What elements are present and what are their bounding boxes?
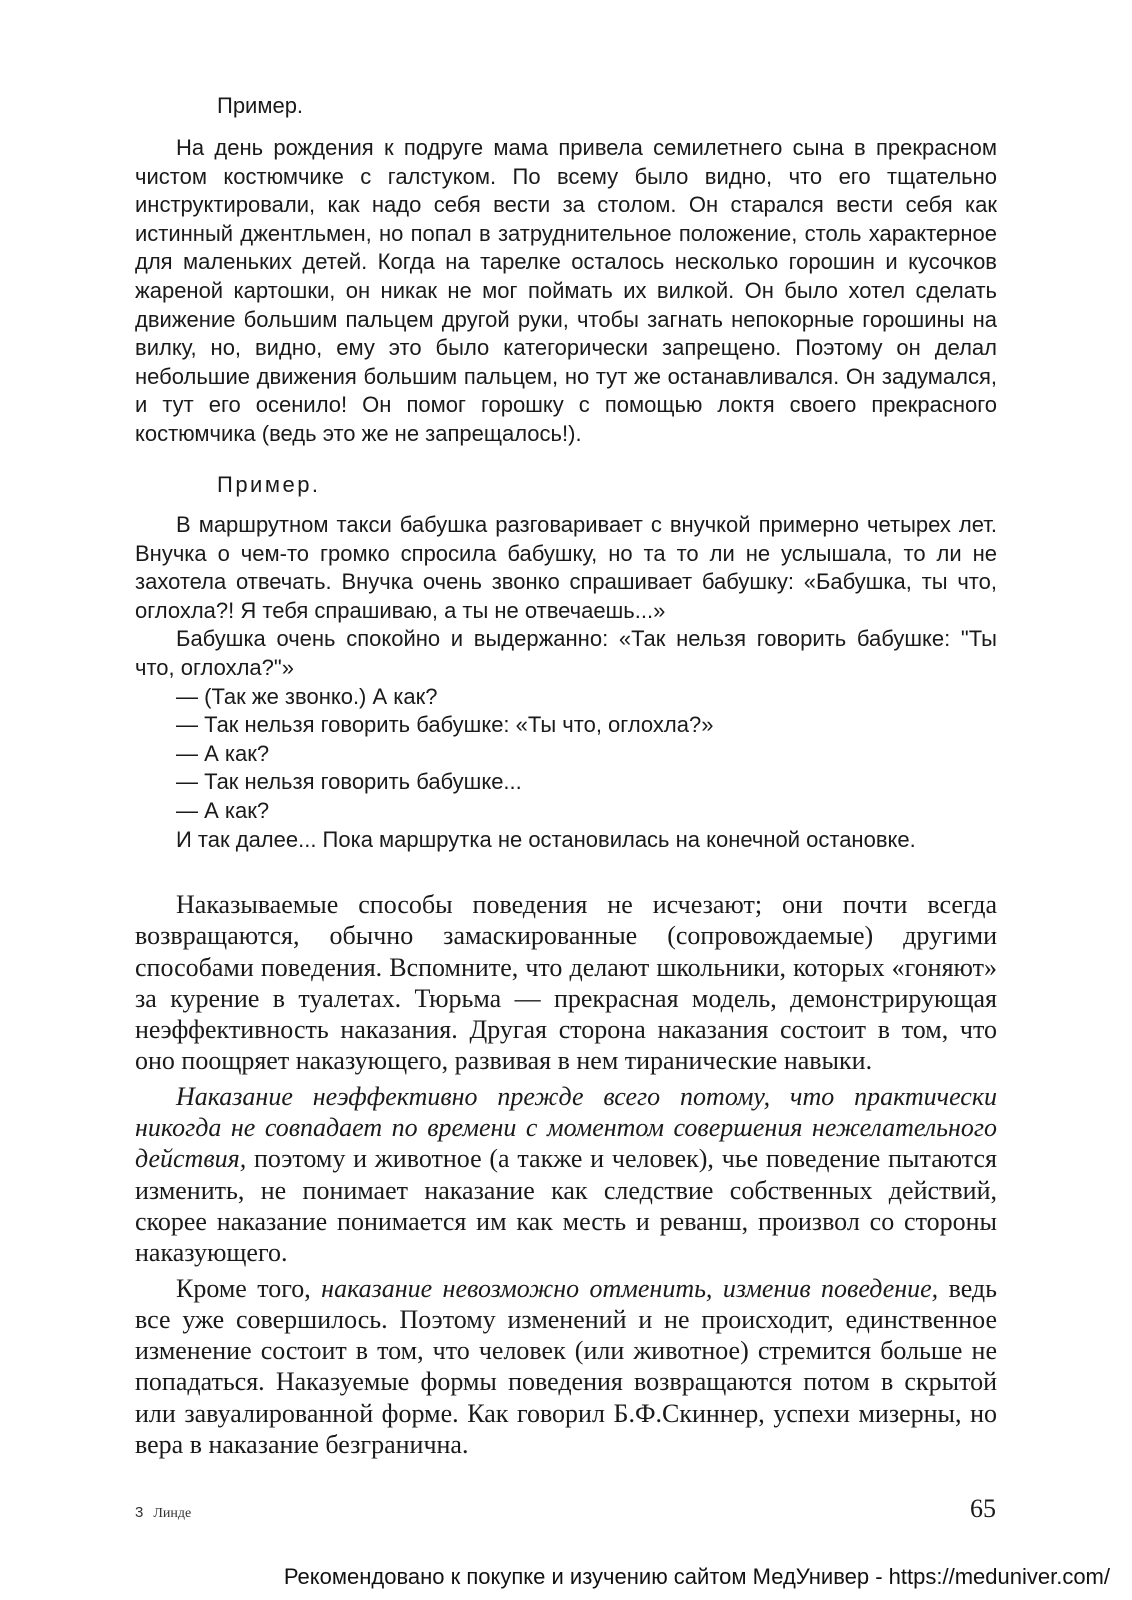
paragraph-3-start: Кроме того, — [176, 1273, 322, 1303]
paragraph-3-emphasis: наказание невозможно отменить, изменив поведение, — [321, 1273, 939, 1303]
signature-mark — [135, 1504, 191, 1522]
watermark-link[interactable]: Рекомендовано к покупке и изучению сайтом МедУнивер - https://meduniver.com/ — [283, 1564, 1110, 1589]
page-number: 65 — [970, 1494, 996, 1523]
signature-name: Линде — [153, 1506, 192, 1521]
example-1 — [135, 92, 997, 449]
signature-number: 3 — [135, 1504, 144, 1521]
dialogue-line: — А как? — [176, 797, 270, 823]
main-text — [135, 889, 997, 1464]
example-1-text: На день рождения к подруге мама привела семилетнего сына в прекрасном чистом костюмчике с галстуком. По всему было видно, что его тщательно инструктировали, как надо себя вести за столом. Он старался вести себя как истинный джентльмен, но попал в затруднительное положение, столь характерное для маленьких детей. Когда на тарелке осталось несколько горошин и кусочков жареной картошки, он никак не мог поймать их вилкой. Он было хотел сделать движение большим пальцем другой руки, чтобы загнать непокорные горошины на вилку, но, видно, ему это было категорически запрещено. Поэтому он делал небольшие движения большим пальцем, но тут же останавливался. Он задумался, и тут его осенило! Он помог горошку с помощью локтя своего прекрасного костюмчика (ведь это же не запрещалось!). — [135, 135, 997, 446]
paragraph-2-emphasis: Наказание неэффективно прежде всего потому, что практически никогда не совпадает по времени с моментом совершения нежелательного действия, — [135, 1081, 997, 1174]
dialogue-line: — (Так же звонко.) А как? — [176, 683, 438, 709]
dialogue-line: — Так нельзя говорить бабушке... — [176, 769, 522, 795]
dialogue-line: — Так нельзя говорить бабушке: «Ты что, оглохла?» — [176, 712, 714, 738]
example-2-grandma: Бабушка очень спокойно и выдержанно: «Так нельзя говорить бабушке: "Ты что, оглохла?"» — [135, 626, 997, 680]
example-2-intro: В маршрутном такси бабушка разговаривает с внучкой примерно четырех лет. Внучка о чем-то громко спросила бабушку, но та то ли не услышала, то ли не захотела отвечать. Внучка очень звонко спрашивает бабушку: «Бабушка, ты что, оглохла?! Я тебя спрашиваю, а ты не отвечаешь...» — [135, 512, 997, 623]
example-2 — [135, 471, 997, 854]
paragraph-2-rest: поэтому и животное (а также и человек), чье поведение пытаются изменить, не понимает наказание как следствие собственных действий, скорее наказание понимается им как месть и реванш, произвол со стороны наказующего. — [135, 1144, 997, 1268]
paragraph-3-rest: ведь все уже совершилось. Поэтому изменений и не происходит, единственное изменение состоит в том, что человек (или животное) стремится больше не попадаться. Наказуемые формы поведения возвращаются потом в скрытой или завуалированной форме. Как говорил Б.Ф.Скиннер, успехи мизерны, но вера в наказание безгранична. — [135, 1273, 997, 1460]
example-2-ending: И так далее... Пока маршрутка не остановилась на конечной остановке. — [176, 826, 916, 852]
paragraph-1: Наказываемые способы поведения не исчезают; они почти всегда возвращаются, обычно замаскированные (сопровождаемые) другими способами поведения. Вспомните, что делают школьники, которых «гоняют» за курение в туалетах. Тюрьма — прекрасная модель, демонстрирующая неэффективность наказания. Другая сторона наказания состоит в том, что оно поощряет наказующего, развивая в нем тиранические навыки. — [135, 890, 997, 1076]
example-1-label: Пример. — [217, 93, 304, 118]
example-2-label: Пример. — [217, 472, 321, 497]
dialogue-line: — А как? — [176, 740, 270, 766]
paragraph-2 — [135, 1081, 997, 1269]
paragraph-3 — [135, 1273, 997, 1461]
